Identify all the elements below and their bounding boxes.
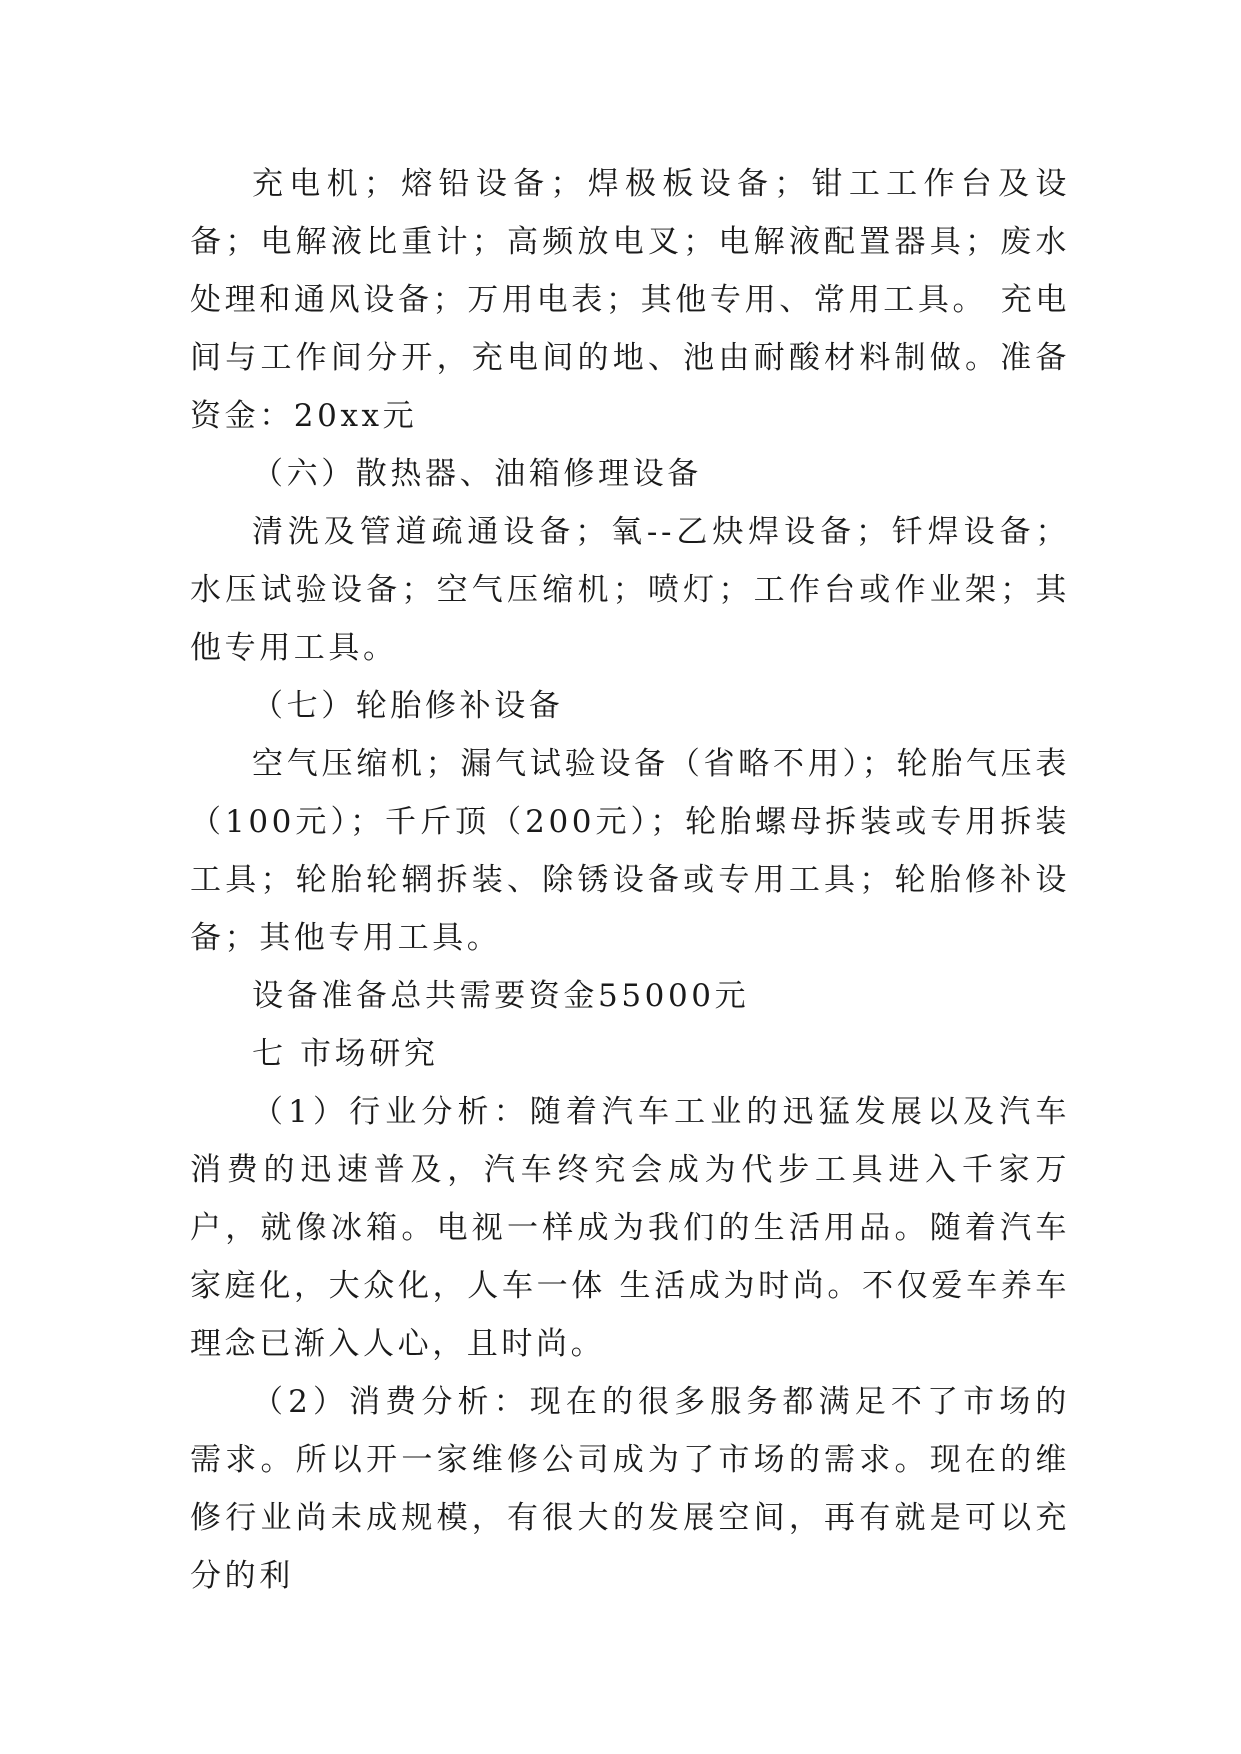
paragraph-total-equipment-funds: 设备准备总共需要资金55000元	[252, 978, 750, 1014]
heading-market-research: 七 市场研究	[252, 1036, 439, 1072]
heading-tire-repair-equipment: （七）轮胎修补设备	[252, 688, 564, 724]
heading-radiator-tank-equipment: （六）散热器、油箱修理设备	[252, 456, 702, 492]
paragraph-radiator-tank-equipment: 清洗及管道疏通设备；氧--乙炔焊设备；钎焊设备；水压试验设备；空气压缩机；喷灯；工作台或作业架；其他专用工具。	[190, 514, 1070, 666]
paragraph-battery-equipment: 充电机；熔铅设备；焊极板设备；钳工工作台及设备；电解液比重计；高频放电叉；电解液配置器具；废水处理和通风设备；万用电表；其他专用、常用工具。 充电间与工作间分开，充电间的地、池由耐酸材料制做。准备资金：20xx元	[190, 166, 1070, 434]
paragraph-consumption-analysis: （2）消费分析：现在的很多服务都满足不了市场的需求。所以开一家维修公司成为了市场的需求。现在的维修行业尚未成规模，有很大的发展空间，再有就是可以充分的利	[190, 1384, 1070, 1594]
paragraph-tire-repair-equipment: 空气压缩机；漏气试验设备（省略不用）；轮胎气压表（100元）；千斤顶（200元）；轮胎螺母拆装或专用拆装工具；轮胎轮辋拆装、除锈设备或专用工具；轮胎修补设备；其他专用工具。	[190, 746, 1070, 956]
paragraph-industry-analysis: （1）行业分析：随着汽车工业的迅猛发展以及汽车消费的迅速普及，汽车终究会成为代步工具进入千家万户，就像冰箱。电视一样成为我们的生活用品。随着汽车家庭化，大众化，人车一体 生活成为时尚。不仅爱车养车理念已渐入人心，且时尚。	[190, 1094, 1070, 1362]
document-body	[190, 155, 1070, 1605]
